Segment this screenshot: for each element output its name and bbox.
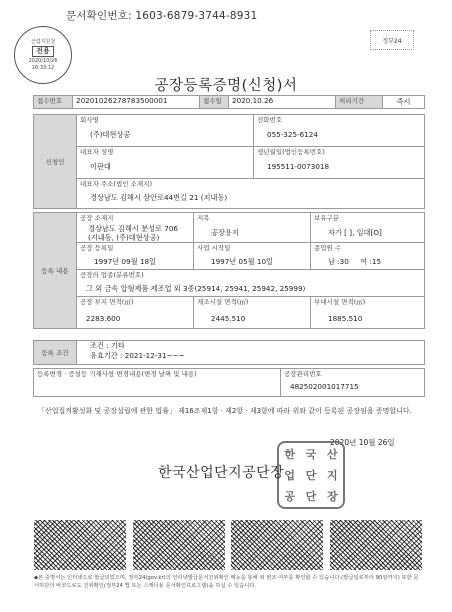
start-date: 1997년 05월 10일: [211, 257, 273, 266]
aux-area: 1885.510: [328, 314, 363, 323]
aux-area-label: 부대시설 면적(㎡): [314, 298, 366, 306]
land-value: 공장용지: [211, 228, 239, 237]
period-label: 처리기간: [336, 96, 383, 109]
receipt-date: 2020.10.26: [229, 96, 336, 109]
own-value: 자가 [ ], 임대[O]: [328, 228, 382, 237]
phone-label: 전화번호: [257, 116, 283, 124]
birth-label: 생년월일(법인등록번호): [257, 148, 325, 156]
receipt-no: 20201026278783500001: [73, 96, 200, 109]
rep-name: 이판대: [90, 162, 111, 171]
stamp-line2: 전용: [32, 46, 54, 57]
gov24-logo: 정부24: [370, 30, 414, 50]
barcode-2: [133, 520, 225, 570]
company-name: (주)대현상공: [90, 130, 131, 139]
seal-char: 국: [305, 447, 317, 461]
document-title: 공장등록증명(신청)서: [154, 78, 298, 94]
factory-loc: 경상남도 김해시 분성로 706 (지내동, (주)대현상공): [88, 224, 179, 242]
industry-value: 그 외 금속 압형제품 제조업 외 3종(25914, 25941, 25942, 25999): [86, 284, 306, 293]
phone-number: 055-325-6124: [267, 130, 318, 139]
verification-notice: ◆본 증명서는 인터넷으로 발급되었으며, 정부24(gov.kr)의 인터넷발급문서진위확인 메뉴를 통해 위 변조 여부를 확인할 수 있습니다.(발급일로부터 90일까지) 또한 문서하단의 바코드로도 진위확인(정부24 앱 또는 스캐너용 문서확인프로그램)을 하실 수 있습니다.: [34, 575, 419, 589]
seal-char: 단: [305, 468, 317, 482]
period-value: 즉시: [383, 96, 425, 109]
document-number: 문서확인번호: 1603-6879-3744-8931: [66, 10, 258, 22]
barcode-strip: [34, 520, 422, 570]
seal-char: 단: [305, 490, 317, 504]
conditions-line1: 조건 : 기타: [90, 341, 125, 350]
industry-label: 공장의 업종(분류번호): [80, 271, 144, 279]
birth-number: 195511-0073018: [267, 162, 330, 171]
seal-char: 한: [284, 447, 295, 461]
changes-label: 등록변경 · 증설등 기재사항 변경내용(변경 날짜 및 내용): [37, 370, 197, 378]
emp-value: 남 :30 여 :15: [328, 257, 382, 266]
factory-loc-label: 공장 소재지: [80, 214, 114, 222]
seal-char: 업: [284, 468, 295, 482]
certification-text: 「산업집적활성화 및 공장설립에 관한 법률」 제16조제1항 · 제2항 · 제3항에 따라 위와 같이 등록된 공장임을 증명합니다.: [38, 407, 412, 415]
mfg-area-label: 제조시설 면적(㎡): [197, 298, 249, 306]
barcode-3: [231, 520, 323, 570]
conditions-label: 등록 조건: [34, 341, 77, 365]
barcode-4: [330, 520, 422, 570]
seal-char: 장: [327, 490, 338, 504]
mgmt-number: 482502001017715: [290, 382, 359, 391]
stamp-line4: 16:33:12: [31, 64, 55, 71]
seal-char: 지: [327, 468, 338, 482]
start-label: 사업 시작일: [197, 244, 231, 252]
seal-char: 산: [327, 447, 338, 461]
rep-label: 대표자 성명: [80, 148, 114, 156]
issue-date: 2020년 10월 26일: [330, 438, 395, 447]
land-label: 지목: [197, 214, 210, 222]
site-area: 2283.600: [86, 314, 121, 323]
receipt-no-label: 접수번호: [34, 96, 73, 109]
reg-date-label: 공장 등록일: [80, 244, 114, 252]
address-label: 대표자 주소(법인 소재지): [80, 180, 152, 188]
own-label: 보유구분: [314, 214, 340, 222]
changes-table: [33, 368, 425, 397]
reg-date: 1997년 09월 18일: [94, 257, 156, 266]
emp-label: 종업원 수: [314, 244, 342, 252]
stamp-line3: 2020/10/26: [28, 58, 58, 65]
site-area-label: 공장 부지 면적(㎡): [80, 298, 134, 306]
company-label: 회사명: [80, 116, 99, 124]
conditions-line2: 유효기간 : 2021-12-31~~~: [90, 351, 185, 360]
receipt-table: [33, 95, 425, 109]
address-value: 경상남도 김해시 삼안로44번길 21 (지내동): [90, 193, 228, 202]
applicant-table: [33, 114, 425, 209]
applicant-section-label: 신청인: [34, 115, 77, 209]
mfg-area: 2445.510: [211, 314, 246, 323]
issuer-name: 한국산업단지공단장: [158, 465, 285, 481]
official-seal: [277, 441, 345, 509]
seal-char: 공: [284, 490, 295, 504]
barcode-1: [34, 520, 126, 570]
receipt-date-label: 접수일: [200, 96, 229, 109]
registration-section-label: 등록 내용: [34, 213, 77, 329]
conditions-table: [33, 340, 425, 365]
registration-table: [33, 212, 425, 329]
stamp-line1: 산업지원청: [30, 38, 56, 45]
mgmt-label: 공장관리번호: [284, 370, 322, 378]
